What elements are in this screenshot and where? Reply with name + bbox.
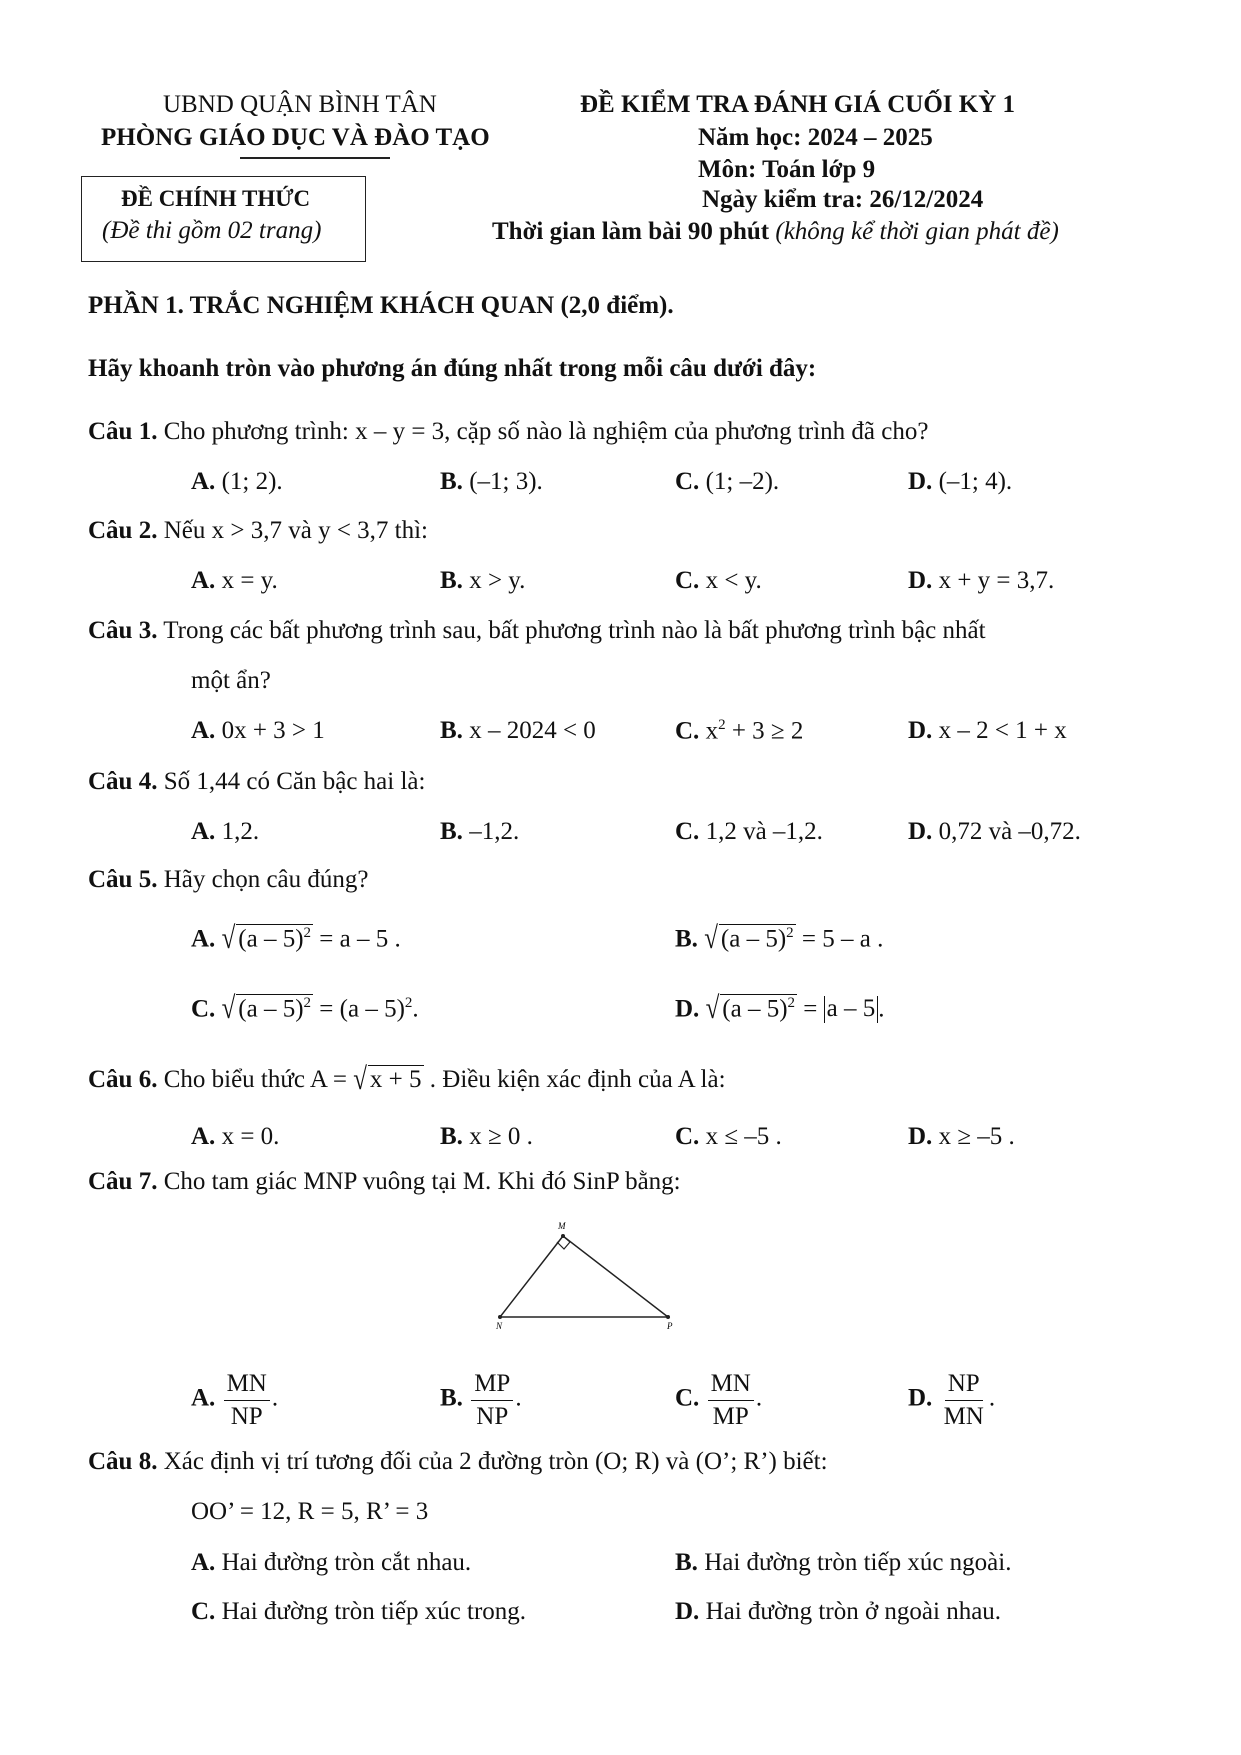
- q3-option-b[interactable]: B. x – 2024 < 0: [440, 717, 596, 744]
- question-6-label: Câu 6.: [88, 1066, 158, 1093]
- header-left-line1: UBND QUẬN BÌNH TÂN: [163, 91, 437, 118]
- q4-option-b[interactable]: B. –1,2.: [440, 818, 520, 845]
- q2-option-b[interactable]: B. x > y.: [440, 567, 526, 594]
- official-title: ĐỀ CHÍNH THỨC: [121, 186, 311, 211]
- question-2-label: Câu 2.: [88, 517, 158, 544]
- question-7-label: Câu 7.: [88, 1168, 158, 1195]
- q1-option-a[interactable]: A. (1; 2).: [191, 468, 283, 495]
- question-1: [88, 418, 928, 446]
- q5-option-c[interactable]: C. √ (a – 5)$^2$ = (a – 5)$^2$.: [191, 991, 419, 1026]
- q8-option-c[interactable]: C. Hai đường tròn tiếp xúc trong.: [191, 1598, 527, 1625]
- question-3-text-cont: một ẩn?: [191, 667, 271, 694]
- question-8-text: Xác định vị trí tương đối của 2 đường tròn (O; R) và (O’; R’) biết:: [157, 1448, 828, 1475]
- question-3-label: Câu 3.: [88, 617, 158, 644]
- question-7-text: Cho tam giác MNP vuông tại M. Khi đó SinP bằng:: [157, 1168, 681, 1195]
- q5-option-d[interactable]: D. √ (a – 5)$^2$ = a – 5 .: [675, 991, 885, 1026]
- q2-option-a[interactable]: A. x = y.: [191, 567, 278, 594]
- subject: Môn: Toán lớp 9: [698, 156, 876, 183]
- vertex-p-label: P: [667, 1321, 673, 1331]
- q7-option-b[interactable]: B. $\frac{MP}{NP}$ .: [440, 1370, 522, 1430]
- question-5-text: Hãy chọn câu đúng?: [157, 866, 369, 893]
- q8-option-b[interactable]: B. Hai đường tròn tiếp xúc ngoài.: [675, 1549, 1012, 1576]
- question-6: Câu 6. Cho biểu thức A = √ x + 5 . Điều kiện xác định của A là:: [88, 1062, 726, 1097]
- question-8-given: OO’ = 12, R = 5, R’ = 3: [191, 1498, 429, 1525]
- q7-option-a[interactable]: A. $\frac{MN}{NP}$ .: [191, 1370, 279, 1430]
- exam-date: Ngày kiểm tra: 26/12/2024: [702, 186, 984, 213]
- q3-option-a[interactable]: A. 0x + 3 > 1: [191, 717, 325, 744]
- q6-option-c[interactable]: C. x ≤ –5 .: [675, 1123, 782, 1150]
- q6-option-d[interactable]: D. x ≥ –5 .: [908, 1123, 1015, 1150]
- question-2-text: Nếu x > 3,7 và y < 3,7 thì:: [157, 517, 429, 544]
- school-year: Năm học: 2024 – 2025: [698, 124, 933, 151]
- q8-option-d[interactable]: D. Hai đường tròn ở ngoài nhau.: [675, 1598, 1002, 1625]
- question-7: [88, 1168, 681, 1196]
- question-4-text: Số 1,44 có Căn bậc hai là:: [157, 768, 426, 795]
- question-3: [88, 617, 986, 645]
- q2-option-d[interactable]: D. x + y = 3,7.: [908, 567, 1055, 594]
- q2-option-c[interactable]: C. x < y.: [675, 567, 762, 594]
- triangle-figure: [490, 1218, 680, 1333]
- q1-option-d[interactable]: D. (–1; 4).: [908, 468, 1013, 495]
- question-1-text: Cho phương trình: x – y = 3, cặp số nào là nghiệm của phương trình đã cho?: [157, 418, 929, 445]
- section-title: PHẦN 1. TRẮC NGHIỆM KHÁCH QUAN (2,0 điểm).: [88, 292, 674, 319]
- question-4-label: Câu 4.: [88, 768, 158, 795]
- q6-option-a[interactable]: A. x = 0.: [191, 1123, 280, 1150]
- q8-option-a[interactable]: A. Hai đường tròn cắt nhau.: [191, 1549, 472, 1576]
- exam-time: [492, 218, 1059, 246]
- q1-option-b[interactable]: B. (–1; 3).: [440, 468, 543, 495]
- exam-time-note: (không kể thời gian phát đề): [769, 218, 1059, 245]
- q4-option-c[interactable]: C. 1,2 và –1,2.: [675, 818, 823, 845]
- header-underline: [240, 157, 390, 159]
- exam-time-main: Thời gian làm bài 90 phút: [492, 218, 770, 245]
- right-angle-mark: [557, 1236, 570, 1249]
- q6-option-b[interactable]: B. x ≥ 0 .: [440, 1123, 533, 1150]
- question-1-label: Câu 1.: [88, 418, 158, 445]
- triangle-mnp: [500, 1236, 668, 1317]
- q5-option-a[interactable]: A. √ (a – 5)$^2$ = a – 5 .: [191, 921, 401, 956]
- q3-option-d[interactable]: D. x – 2 < 1 + x: [908, 717, 1067, 744]
- vertex-n-label: N: [496, 1321, 503, 1331]
- question-2: [88, 517, 428, 545]
- q4-option-d[interactable]: D. 0,72 và –0,72.: [908, 818, 1081, 845]
- q3-option-c[interactable]: C. $x^2 + 3 \ge 2$: [675, 717, 804, 745]
- official-subtitle: (Đề thi gồm 02 trang): [102, 217, 322, 244]
- exam-title: ĐỀ KIỂM TRA ĐÁNH GIÁ CUỐI KỲ 1: [580, 91, 1015, 118]
- q1-option-c[interactable]: C. (1; –2).: [675, 468, 780, 495]
- vertex-m-label: M: [558, 1221, 566, 1231]
- header-left-line2: PHÒNG GIÁO DỤC VÀ ĐÀO TẠO: [101, 124, 490, 151]
- question-8-label: Câu 8.: [88, 1448, 158, 1475]
- question-5-label: Câu 5.: [88, 866, 158, 893]
- q7-option-c[interactable]: C. $\frac{MN}{MP}$ .: [675, 1370, 763, 1430]
- section-instruction: Hãy khoanh tròn vào phương án đúng nhất trong mỗi câu dưới đây:: [88, 355, 817, 382]
- question-3-text: Trong các bất phương trình sau, bất phương trình nào là bất phương trình bậc nhất: [157, 617, 986, 644]
- q5-option-b[interactable]: B. √ (a – 5)$^2$ = 5 – a .: [675, 921, 884, 956]
- question-4: [88, 768, 425, 796]
- q7-option-d[interactable]: D. $\frac{NP}{MN}$ .: [908, 1370, 996, 1430]
- question-8: [88, 1448, 828, 1476]
- q4-option-a[interactable]: A. 1,2.: [191, 818, 260, 845]
- question-6-text: Cho biểu thức: [157, 1066, 310, 1093]
- question-5: [88, 866, 369, 894]
